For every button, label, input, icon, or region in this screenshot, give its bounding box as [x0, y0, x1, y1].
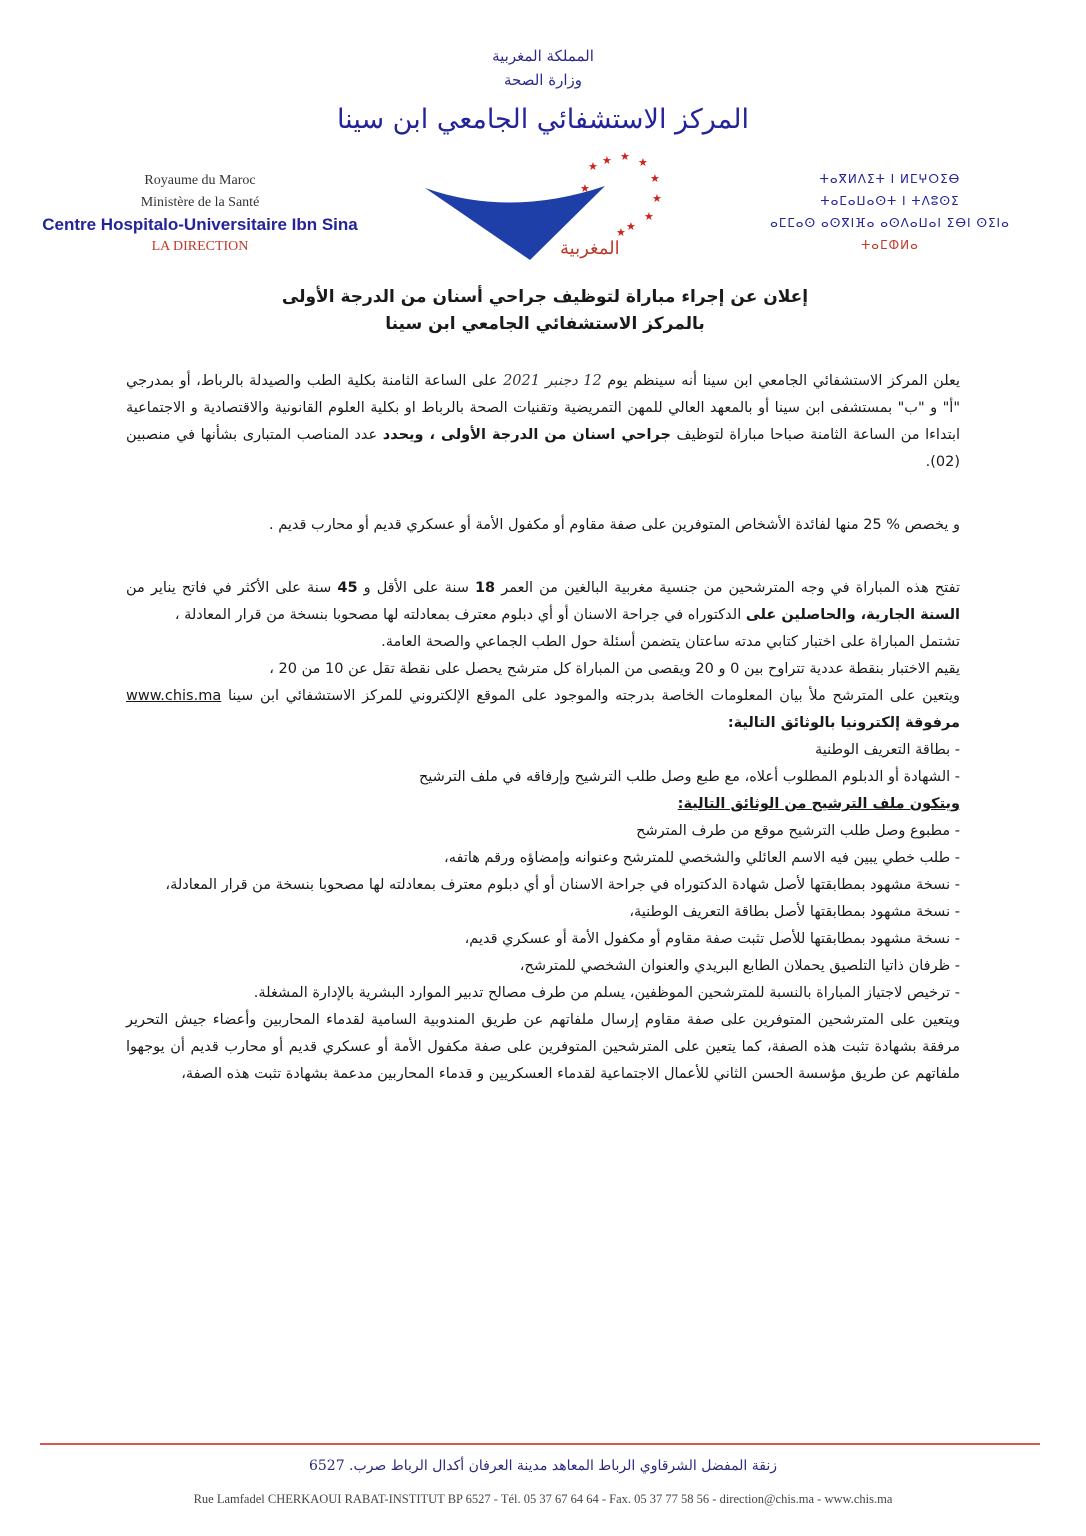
- paragraph-veterans: ويتعين على المترشحين المتوفرين على صفة مقاوم إرسال ملفاتهم عن طريق المندوبية السامية لقدماء المحاربين وأعضاء جيش التحرير مرفقة بشهادة تثبت هذه الصفة، كما يتعين على المترشحين المتوفرين على صفة مكفول الأمة أو عسكري قديم أو محارب قديم أن يوجهوا ملفاتهم عن طريق مؤسسة الحسن الثاني للأعمال الاجتماعية لقدماء العسكريين و قدماء المحاربين مدعمة بشهادة تثبت هذه الصفة،: [126, 1012, 960, 1082]
- chu-name-tifinagh: ⴰⵎⵎⴰⵙ ⴰⵙⴳⵏⴼⴰ ⴰⵙⴷⴰⵡⴰⵏ ⵉⴱⵏ ⵙⵉⵏⴰ: [770, 216, 1010, 230]
- footer-address-french: Rue Lamfadel CHERKAOUI RABAT-INSTITUT BP 6527 - Tél. 05 37 67 64 64 - Fax. 05 37 77 58 56 - direction@chis.ma - www.chis.ma: [193, 1492, 893, 1506]
- handwritten-date: 12 دجنبر 2021: [503, 373, 602, 389]
- list-item: - نسخة مشهود بمطابقتها للأصل تثبت صفة مقاوم أو مكفول الأمة أو عسكري قديم،: [126, 926, 960, 953]
- list-item: - ترخيص لاجتياز المباراة بالنسبة للمترشحين الموظفين، يسلم من طرف مصالح تدبير الموارد البشرية بالإدارة المشغلة.: [126, 980, 960, 1007]
- online-documents-list: [126, 737, 960, 791]
- svg-text:★: ★: [616, 226, 626, 239]
- chu-name-arabic: المركز الاستشفائي الجامعي ابن سينا: [336, 104, 750, 135]
- list-item: - نسخة مشهود بمطابقتها لأصل بطاقة التعريف الوطنية،: [126, 899, 960, 926]
- paragraph-eligibility: تفتح هذه المباراة في وجه المترشحين من جنسية مغربية البالغين من العمر 18 سنة على الأقل و 45 سنة على الأكثر في فاتح يناير من السنة الجارية، والحاصلين على الدكتوراه في جراحة الاسنان أو أي دبلوم معترف بمعادلته لها مصحوبا بنسخة من قرار المعادلة ،: [126, 580, 960, 623]
- ministry-arabic: وزارة الصحة: [504, 71, 582, 89]
- list-item: - بطاقة التعريف الوطنية: [126, 737, 960, 764]
- list-item: - مطبوع وصل طلب الترشيح موقع من طرف المترشح: [126, 818, 960, 845]
- logo-word: المغربية: [560, 238, 620, 259]
- announcement-body: [126, 368, 960, 1088]
- paragraph-exam-content: تشتمل المباراة على اختبار كتابي مدته ساعتان يتضمن أسئلة حول الطب الجماعي والصحة العامة.: [381, 634, 960, 650]
- header-arabic-top: [0, 44, 1086, 92]
- list-item: - طلب خطي يبين فيه الاسم العائلي والشخصي للمترشح وعنوانه وإمضاؤه ورقم هاتفه،: [126, 845, 960, 872]
- chu-name-french: Centre Hospitalo-Universitaire Ibn Sina: [42, 215, 358, 234]
- kingdom-french: Royaume du Maroc: [144, 173, 256, 188]
- list-item: - ظرفان ذاتيا التلصيق يحملان الطابع البريدي والعنوان الشخصي للمترشح،: [126, 953, 960, 980]
- title-line-1: إعلان عن إجراء مباراة لتوظيف جراحي أسنان من الدرجة الأولى: [281, 287, 809, 307]
- svg-text:★: ★: [580, 182, 590, 195]
- paragraph-grading: يقيم الاختبار بنقطة عددية تتراوح بين 0 و 20 ويقصى من المباراة كل مترشح يحصل على نقطة تقل عن 10 من 20 ،: [269, 661, 960, 677]
- footer-address-arabic: زنقة المفضل الشرقاوي الرباط المعاهد مدينة العرفان أكدال الرباط صرب. 6527: [308, 1458, 778, 1474]
- svg-text:★: ★: [652, 192, 662, 205]
- svg-text:★: ★: [644, 210, 654, 223]
- svg-text:★: ★: [602, 154, 612, 167]
- paragraph-quota: و يخصص % 25 منها لفائدة الأشخاص المتوفرين على صفة مقاوم أو مكفول الأمة أو عسكري قديم أو محارب قديم .: [269, 517, 960, 533]
- list-item: - الشهادة أو الدبلوم المطلوب أعلاه، مع طبع وصل طلب الترشيح وإرفاقه في ملف الترشيح: [126, 764, 960, 791]
- website-link[interactable]: www.chis.ma: [126, 688, 222, 704]
- paragraph-exam-date: يعلن المركز الاستشفائي الجامعي ابن سينا أنه سينظم يوم 12 دجنبر 2021 على الساعة الثامنة بكلية الطب والصيدلة بالرباط، أو بمدرجي "أ" و "ب" بمستشفى ابن سينا أو بالمعهد العالي للمهن التمريضية وتقنيات الصحة بالرباط او بكلية العلوم القانونية والاقتصادية و الاجتماعية ابتداءا من الساعة الثامنة صباحا مباراة لتوظيف جراحي اسنان من الدرجة الأولى ، ويحدد عدد المناصب المتبارى بشأنها في منصبين (02).: [126, 373, 961, 470]
- kingdom-arabic: المملكة المغربية: [492, 47, 594, 65]
- header-french: [30, 170, 370, 258]
- svg-text:★: ★: [638, 156, 648, 169]
- direction-tifinagh: ⵜⴰⵎⵀⵍⴰ: [861, 238, 919, 252]
- svg-text:★: ★: [588, 160, 598, 173]
- title-line-2: بالمركز الاستشفائي الجامعي ابن سينا: [385, 314, 705, 334]
- dossier-documents-list: [126, 818, 960, 1007]
- svg-text:★: ★: [626, 220, 636, 233]
- announcement-title: [150, 284, 940, 338]
- header-tifinagh: [740, 168, 1040, 256]
- footer-rule: [40, 1443, 1040, 1445]
- paragraph-online-form: ويتعين على المترشح ملأ بيان المعلومات الخاصة بدرجته والموجود على الموقع الإلكتروني للمركز الاستشفائي ابن سينا www.chis.ma مرفوقة إلكترونيا بالوثائق التالية:: [126, 688, 960, 731]
- dossier-title: ويتكون ملف الترشيح من الوثائق التالية:: [677, 796, 960, 812]
- kingdom-tifinagh: ⵜⴰⴳⵍⴷⵉⵜ ⵏ ⵍⵎⵖⵔⵉⴱ: [819, 172, 961, 186]
- list-item: - نسخة مشهود بمطابقتها لأصل شهادة الدكتوراه في جراحة الاسنان أو أي دبلوم معترف بمعادلته لها مصحوبا بنسخة من قرار المعادلة،: [126, 872, 960, 899]
- svg-text:★: ★: [650, 172, 660, 185]
- ministry-tifinagh: ⵜⴰⵎⴰⵡⴰⵙⵜ ⵏ ⵜⴷⵓⵙⵉ: [820, 194, 960, 208]
- chu-logo: [420, 148, 670, 268]
- svg-text:★: ★: [620, 150, 630, 163]
- ministry-french: Ministère de la Santé: [140, 195, 260, 210]
- direction-label: LA DIRECTION: [151, 239, 249, 254]
